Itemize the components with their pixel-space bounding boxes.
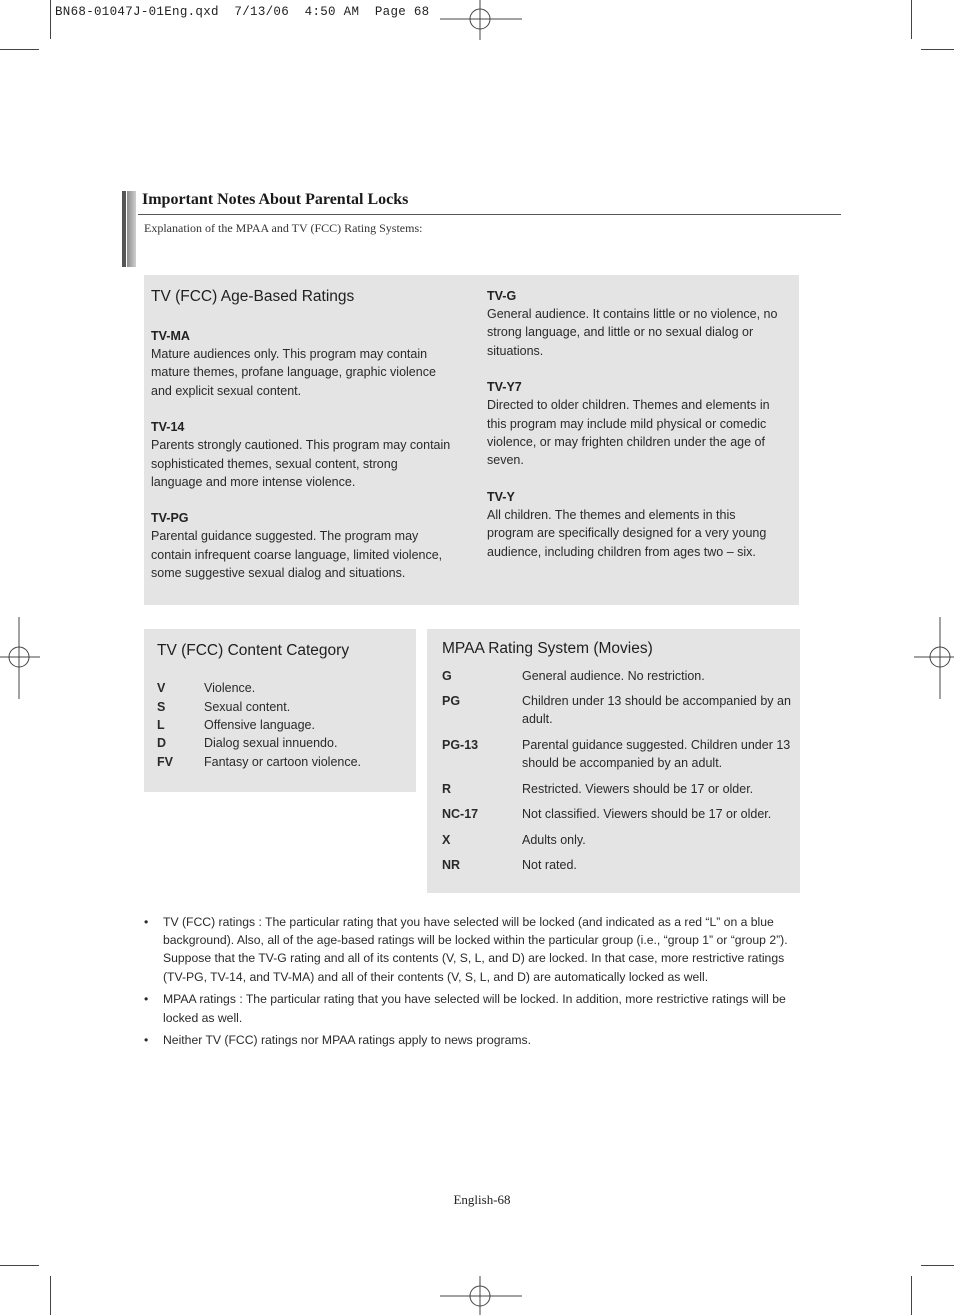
mpaa-code: NC-17 (442, 807, 479, 821)
crop-mark (0, 1265, 39, 1266)
rating-code: TV-MA (151, 329, 190, 343)
category-code: S (157, 700, 166, 714)
print-slug-line: BN68-01047J-01Eng.qxd 7/13/06 4:50 AM Page 68 (55, 5, 430, 19)
page-number: English-68 (453, 1192, 511, 1207)
note-text: TV (FCC) ratings : The particular rating that you have selected will be locked (and indicated as a red “L” on a blue background). Also, all of the age-based ratings will be locked within the particular group (i.e., “group 1” or “group 2”). Suppose that the TV-G rating and all of its contents (V, S, L, and D) are locked. In that case, more restrictive ratings (TV-PG, TV-14, and TV-MA) and all of their contents (V, S, L, and D) are automatically locked as well. (163, 915, 788, 984)
content-category-heading: TV (FCC) Content Category (157, 642, 350, 659)
note-item (144, 1031, 794, 1049)
registration-mark-top (440, 0, 522, 40)
registration-mark-bottom (440, 1276, 522, 1315)
crop-mark (921, 49, 954, 50)
rating-description: Mature audiences only. This program may contain mature themes, profane language, graphic violence and explicit sexual content. (151, 347, 436, 398)
category-description: Violence. (204, 681, 256, 695)
rating-description: Parental guidance suggested. The program may contain infrequent coarse language, limited violence, some suggestive sexual dialog and situations. (151, 529, 443, 581)
section-marker-bar (122, 191, 136, 267)
category-code: V (157, 681, 166, 695)
category-code: D (157, 736, 167, 750)
rating-code: TV-14 (151, 420, 185, 435)
notes-list (144, 913, 794, 1054)
mpaa-heading: MPAA Rating System (Movies) (442, 640, 653, 657)
age-based-ratings-box (144, 275, 799, 605)
mpaa-description: Not rated. (522, 858, 577, 872)
mpaa-code: G (442, 669, 452, 683)
mpaa-description: General audience. No restriction. (522, 669, 705, 683)
mpaa-description: Children under 13 should be accompanied by an adult. (522, 694, 791, 726)
note-text: MPAA ratings : The particular rating that you have selected will be locked. In addition, more restrictive ratings will be locked as well. (163, 992, 786, 1025)
age-based-ratings-heading: TV (FCC) Age-Based Ratings (151, 288, 355, 305)
crop-mark (911, 1276, 912, 1315)
category-description: Fantasy or cartoon violence. (204, 755, 362, 769)
note-text: Neither TV (FCC) ratings nor MPAA ratings apply to news programs. (163, 1033, 532, 1048)
category-code: FV (157, 755, 173, 769)
mpaa-code: NR (442, 858, 461, 872)
bullet-icon: • (144, 992, 149, 1007)
bullet-icon: • (144, 915, 149, 929)
note-item (144, 990, 794, 1026)
rating-code: TV-Y7 (487, 380, 522, 395)
rating-item (487, 378, 782, 470)
category-code: L (157, 718, 165, 732)
category-description: Sexual content. (204, 700, 291, 714)
rating-description: All children. The themes and elements in this program are specifically designed for a very young audience, including children from ages two – six. (487, 507, 767, 559)
category-description: Offensive language. (204, 718, 315, 732)
rating-item (487, 287, 782, 360)
crop-mark (50, 1276, 51, 1315)
crop-mark (0, 49, 39, 50)
age-ratings-left-column (151, 327, 451, 583)
rating-code: TV-PG (151, 511, 189, 526)
crop-mark (50, 0, 51, 39)
rating-description: Parents strongly cautioned. This program may contain sophisticated themes, sexual content, strong language and more intense violence. (151, 438, 451, 490)
crop-mark (921, 1265, 954, 1266)
mpaa-code: R (442, 782, 452, 796)
mpaa-description: Restricted. Viewers should be 17 or older. (522, 782, 754, 796)
category-description: Dialog sexual innuendo. (204, 736, 338, 750)
mpaa-code: X (442, 833, 451, 847)
title-divider (138, 214, 841, 215)
crop-mark (911, 0, 912, 39)
rating-item (151, 509, 451, 582)
mpaa-description: Adults only. (522, 833, 586, 847)
mpaa-description: Parental guidance suggested. Children under 13 should be accompanied by an adult. (522, 738, 791, 770)
rating-item (151, 327, 451, 400)
mpaa-code: PG-13 (442, 738, 479, 752)
bullet-icon: • (144, 1033, 149, 1048)
rating-item (487, 488, 782, 561)
mpaa-code: PG (442, 694, 461, 708)
rating-description: Directed to older children. Themes and elements in this program may include mild physical or comedic violence, or may frighten children under the age of seven. (487, 398, 770, 468)
content-category-box (144, 629, 416, 792)
rating-item (151, 418, 451, 491)
section-title: Important Notes About Parental Locks (142, 191, 409, 208)
registration-mark-right (914, 617, 954, 699)
mpaa-rating-box (427, 629, 800, 893)
mpaa-description: Not classified. Viewers should be 17 or older. (522, 807, 772, 821)
rating-code: TV-Y (487, 489, 515, 504)
age-ratings-right-column (487, 287, 782, 561)
rating-code: TV-G (487, 289, 517, 303)
rating-description: General audience. It contains little or no violence, no strong language, and little or no sexual dialog or situations. (487, 307, 778, 358)
note-item (144, 913, 794, 986)
section-subtitle: Explanation of the MPAA and TV (FCC) Rating Systems: (144, 221, 423, 235)
registration-mark-left (0, 617, 40, 699)
